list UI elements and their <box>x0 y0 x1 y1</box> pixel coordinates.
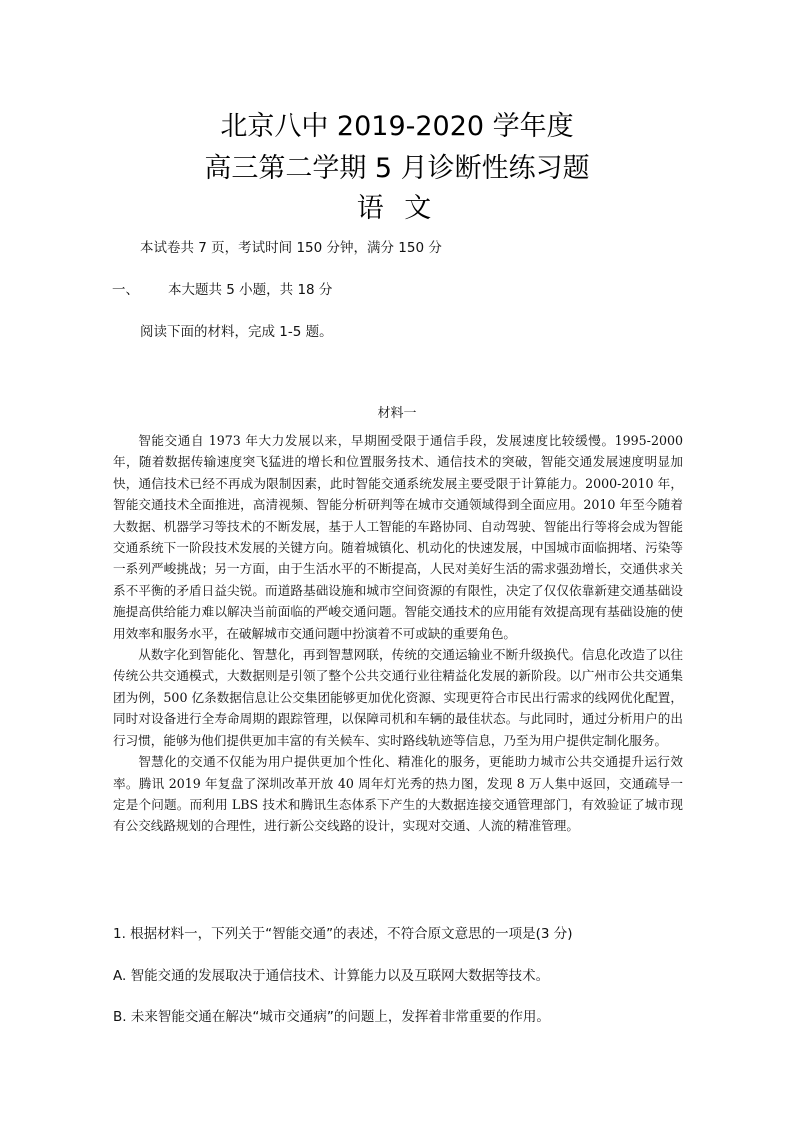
option-a: A. 智能交通的发展取决于通信技术、计算能力以及互联网大数据等技术。 <box>113 968 550 984</box>
material-paragraph: 从数字化到智能化、智慧化，再到智慧网联，传统的交通运输业不断升级换代。信息化改造了以往传统公共交通模式，大数据则是引领了整个公共交通行业往精益化发展的新阶段。以广州市公共交通集团为例，500 亿条数据信息让公交集团能够更加优化资源、实现更符合市民出行需求的线网优化配置，同时对设备进行全寿命周期的跟踪管理，以保障司机和车辆的最佳状态。与此同时，通过分析用户的出行习惯，能够为他们提供更加丰富的有关候车、实时路线轨迹等信息，乃至为用户提供定制化服务。 <box>113 647 683 748</box>
exam-title-line2: 高三第二学期 5 月诊断性练习题 <box>204 153 590 184</box>
material-paragraph: 智慧化的交通不仅能为用户提供更加个性化、精准化的服务，更能助力城市公共交通提升运行效率。腾讯 2019 年复盘了深圳改革开放 40 周年灯光秀的热力图，发现 8 万人集中返回，交通疏导一定是个问题。而利用 LBS 技术和腾讯生态体系下产生的大数据连接交通管理部门，有效验证了城市现有公交线路规划的合理性，进行新公交线路的设计，实现对交通、人流的精准管理。 <box>113 754 683 834</box>
option-b: B. 未来智能交通在解决“城市交通病”的问题上，发挥着非常重要的作用。 <box>113 1009 550 1025</box>
material-paragraph: 智能交通自 1973 年大力发展以来，早期囿受限于通信手段，发展速度比较缓慢。1995-2000 年，随着数据传输速度突飞猛进的增长和位置服务技术、通信技术的突破，智能交通发展速度明显加快，通信技术已经不再成为限制因素，此时智能交通系统发展主要受限于计算能力。2000-2010 年，智能交通技术全面推进，高清视频、智能分析研判等在城市交通领域得到全面应用。2010 年至今随着大数据、机器学习等技术的不断发展，基于人工智能的车路协同、自动驾驶、智能出行等将会成为智能交通系统下一阶段技术发展的关键方向。随着城镇化、机动化的快速发展，中国城市面临拥堵、污染等一系列严峻挑战；另一方面，由于生活水平的不断提高，人民对美好生活的需求强劲增长，交通供求关系不平衡的矛盾日益尖锐。而道路基础设施和城市空间资源的有限性，决定了仅仅依靠新建交通基础设施提高供给能力难以解决当前面临的严峻交通问题。智能交通技术的应用能有效提高现有基础设施的使用效率和服务水平，在破解城市交通问题中扮演着不可或缺的重要角色。 <box>113 433 683 641</box>
material-title: 材料一 <box>377 406 417 421</box>
exam-title-line1: 北京八中 2019-2020 学年度 <box>220 111 574 142</box>
section-number: 一、 <box>112 282 139 298</box>
material-body <box>113 430 683 837</box>
subject-title: 语 文 <box>356 193 438 224</box>
exam-info: 本试卷共 7 页，考试时间 150 分钟，满分 150 分 <box>140 240 442 256</box>
instruction-text: 阅读下面的材料，完成 1-5 题。 <box>140 324 333 340</box>
section-title: 本大题共 5 小题，共 18 分 <box>168 282 333 298</box>
question-stem: 1. 根据材料一，下列关于“智能交通”的表述，不符合原文意思的一项是(3 分) <box>113 926 573 942</box>
